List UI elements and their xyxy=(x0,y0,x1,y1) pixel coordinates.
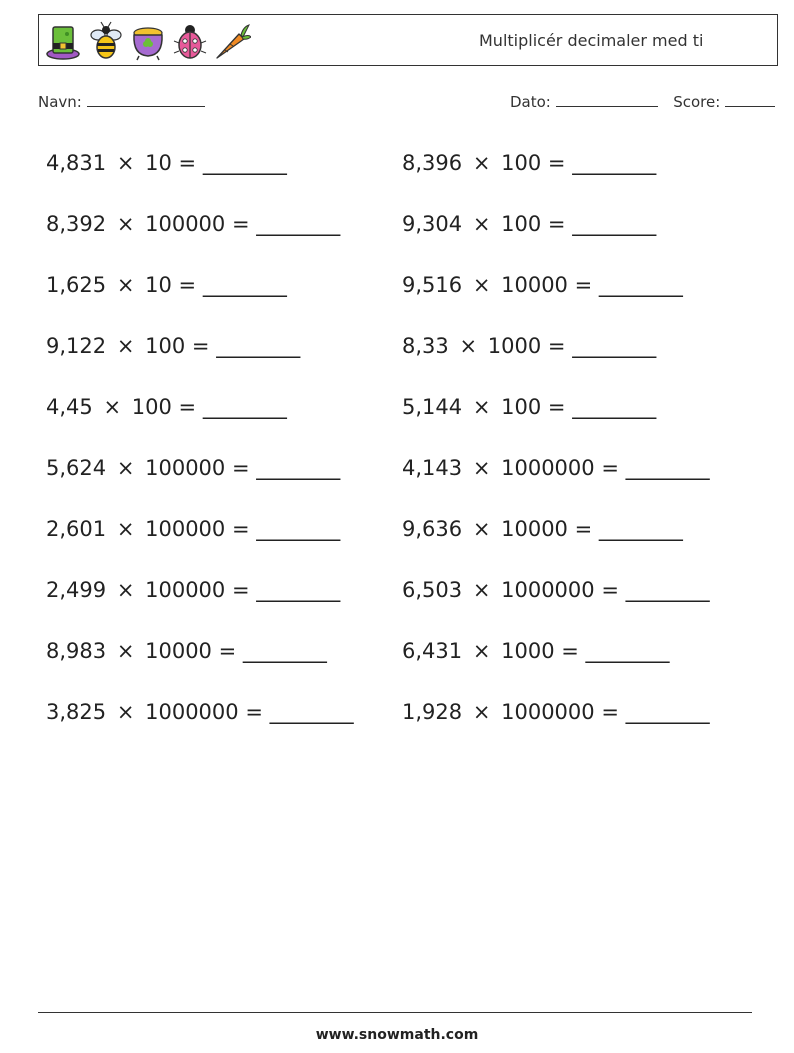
answer-blank[interactable]: ________ xyxy=(572,334,657,358)
footer-divider xyxy=(38,1012,752,1013)
answer-blank[interactable]: ________ xyxy=(256,456,341,480)
problem: 2,601 × 100000 = ________ xyxy=(46,517,341,541)
answer-blank[interactable]: ________ xyxy=(202,151,287,175)
problem: 1,928 × 1000000 = ________ xyxy=(402,700,710,724)
answer-blank[interactable]: ________ xyxy=(256,212,341,236)
problem: 6,431 × 1000 = ________ xyxy=(402,639,670,663)
score-label: Score: xyxy=(673,93,721,111)
answer-blank[interactable]: ________ xyxy=(216,334,301,358)
problem: 4,45 × 100 = ________ xyxy=(46,395,287,419)
answer-blank[interactable]: ________ xyxy=(256,517,341,541)
answer-blank[interactable]: ________ xyxy=(598,517,683,541)
problem: 5,144 × 100 = ________ xyxy=(402,395,657,419)
problem: 9,636 × 10000 = ________ xyxy=(402,517,683,541)
bee-icon xyxy=(87,21,125,61)
answer-blank[interactable]: ________ xyxy=(202,273,287,297)
header-icons xyxy=(45,21,251,61)
problem: 8,396 × 100 = ________ xyxy=(402,151,657,175)
problem: 5,624 × 100000 = ________ xyxy=(46,456,341,480)
answer-blank[interactable]: ________ xyxy=(625,578,710,602)
leprechaun-hat-icon xyxy=(45,21,83,61)
answer-blank[interactable]: ________ xyxy=(572,395,657,419)
name-label: Navn: xyxy=(38,93,82,111)
answer-blank[interactable]: ________ xyxy=(572,212,657,236)
answer-blank[interactable]: ________ xyxy=(269,700,354,724)
problem: 2,499 × 100000 = ________ xyxy=(46,578,341,602)
problem: 6,503 × 1000000 = ________ xyxy=(402,578,710,602)
pot-of-gold-icon xyxy=(129,21,167,61)
problem: 9,122 × 100 = ________ xyxy=(46,334,301,358)
score-blank[interactable] xyxy=(725,92,775,107)
date-score-fields xyxy=(510,92,775,111)
footer-url[interactable]: www.snowmath.com xyxy=(315,1027,479,1043)
problem: 8,983 × 10000 = ________ xyxy=(46,639,327,663)
problem: 4,831 × 10 = ________ xyxy=(46,151,287,175)
answer-blank[interactable]: ________ xyxy=(625,700,710,724)
problem: 3,825 × 1000000 = ________ xyxy=(46,700,354,724)
problem: 9,516 × 10000 = ________ xyxy=(402,273,683,297)
problem: 4,143 × 1000000 = ________ xyxy=(402,456,710,480)
answer-blank[interactable]: ________ xyxy=(202,395,287,419)
worksheet-header xyxy=(38,14,778,66)
problem: 9,304 × 100 = ________ xyxy=(402,212,657,236)
answer-blank[interactable]: ________ xyxy=(256,578,341,602)
date-label: Dato: xyxy=(510,93,551,111)
name-blank[interactable] xyxy=(87,92,205,107)
carrot-icon xyxy=(213,21,251,61)
worksheet-title: Multiplicér decimaler med ti xyxy=(479,31,704,50)
date-blank[interactable] xyxy=(556,92,658,107)
answer-blank[interactable]: ________ xyxy=(572,151,657,175)
problem: 8,392 × 100000 = ________ xyxy=(46,212,341,236)
answer-blank[interactable]: ________ xyxy=(598,273,683,297)
answer-blank[interactable]: ________ xyxy=(585,639,670,663)
name-field xyxy=(38,92,205,111)
answer-blank[interactable]: ________ xyxy=(625,456,710,480)
problem: 1,625 × 10 = ________ xyxy=(46,273,287,297)
answer-blank[interactable]: ________ xyxy=(242,639,327,663)
problem: 8,33 × 1000 = ________ xyxy=(402,334,657,358)
problem-grid xyxy=(46,140,766,750)
ladybug-icon xyxy=(171,21,209,61)
